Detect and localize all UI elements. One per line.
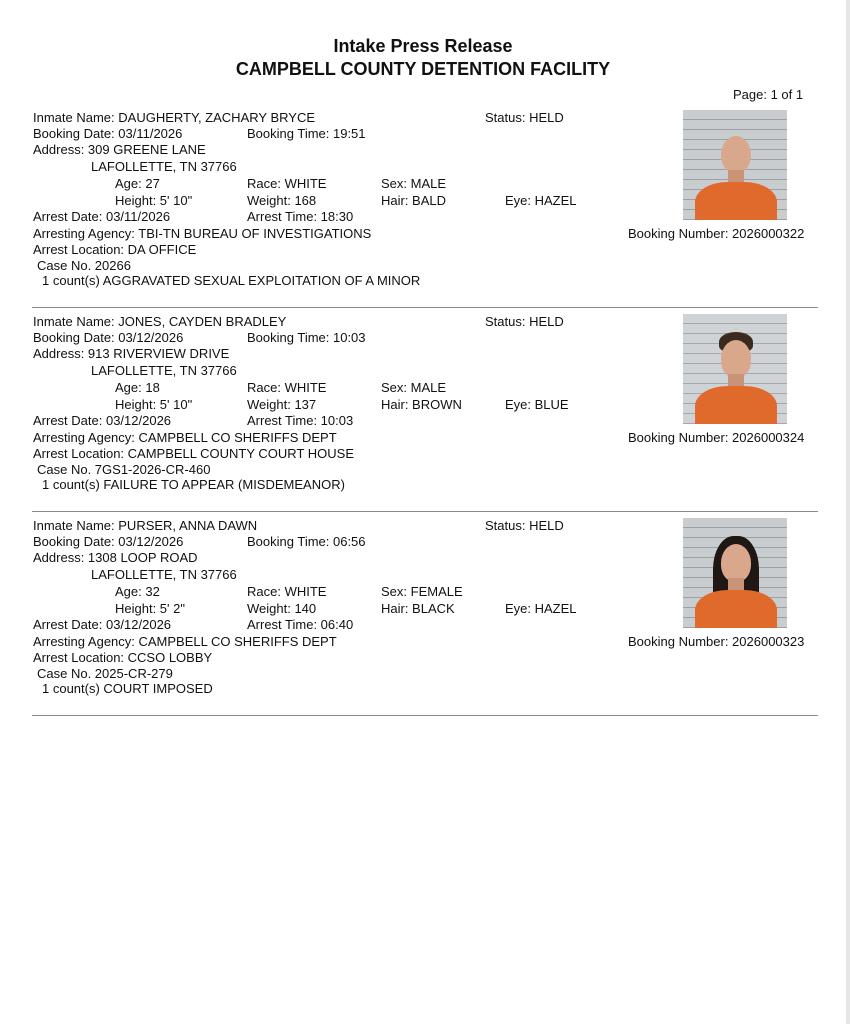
inmate-name: Inmate Name: PURSER, ANNA DAWN xyxy=(33,518,258,533)
head-icon xyxy=(721,340,751,378)
eye: Eye: HAZEL xyxy=(505,601,577,616)
race: Race: WHITE xyxy=(247,584,327,599)
arrest-location: Arrest Location: DA OFFICE xyxy=(33,242,197,257)
race: Race: WHITE xyxy=(247,176,327,191)
arrest-location: Arrest Location: CAMPBELL COUNTY COURT HOUSE xyxy=(33,446,355,461)
address: Address: 913 RIVERVIEW DRIVE xyxy=(33,346,230,361)
mugshot-photo xyxy=(683,518,787,628)
arrest-time: Arrest Time: 10:03 xyxy=(247,413,354,428)
city-state-zip: LAFOLLETTE, TN 37766 xyxy=(91,159,237,174)
orange-jumpsuit-icon xyxy=(695,590,777,628)
sex: Sex: MALE xyxy=(381,380,447,395)
booking-time: Booking Time: 06:56 xyxy=(247,534,366,549)
charge: 1 count(s) COURT IMPOSED xyxy=(42,681,213,696)
hair: Hair: BALD xyxy=(381,193,447,208)
document-title: Intake Press Release xyxy=(333,36,513,56)
inmate-name: Inmate Name: JONES, CAYDEN BRADLEY xyxy=(33,314,287,329)
head-icon xyxy=(721,544,751,582)
page-number: Page: 1 of 1 xyxy=(733,87,804,102)
booking-date: Booking Date: 03/12/2026 xyxy=(33,534,184,549)
case-number: Case No. 20266 xyxy=(37,258,131,273)
weight: Weight: 140 xyxy=(247,601,317,616)
charge: 1 count(s) AGGRAVATED SEXUAL EXPLOITATION OF A MINOR xyxy=(42,273,421,288)
weight: Weight: 168 xyxy=(247,193,317,208)
booking-number: Booking Number: 2026000322 xyxy=(628,226,805,241)
facility-title: CAMPBELL COUNTY DETENTION FACILITY xyxy=(235,59,611,79)
arresting-agency: Arresting Agency: CAMPBELL CO SHERIFFS DEPT xyxy=(33,634,337,649)
head-icon xyxy=(721,136,751,174)
arrest-date: Arrest Date: 03/12/2026 xyxy=(33,617,172,632)
case-number: Case No. 7GS1-2026-CR-460 xyxy=(37,462,211,477)
status: Status: HELD xyxy=(485,314,564,329)
arresting-agency: Arresting Agency: TBI-TN BUREAU OF INVESTIGATIONS xyxy=(33,226,372,241)
race: Race: WHITE xyxy=(247,380,327,395)
age: Age: 18 xyxy=(115,380,160,395)
inmate-name: Inmate Name: DAUGHERTY, ZACHARY BRYCE xyxy=(33,110,316,125)
arresting-agency: Arresting Agency: CAMPBELL CO SHERIFFS DEPT xyxy=(33,430,337,445)
booking-number: Booking Number: 2026000323 xyxy=(628,634,805,649)
booking-time: Booking Time: 19:51 xyxy=(247,126,366,141)
arrest-date: Arrest Date: 03/12/2026 xyxy=(33,413,172,428)
inmate-record xyxy=(0,307,846,507)
arrest-date: Arrest Date: 03/11/2026 xyxy=(33,209,171,224)
booking-number: Booking Number: 2026000324 xyxy=(628,430,805,445)
hair: Hair: BROWN xyxy=(381,397,462,412)
height: Height: 5' 10" xyxy=(115,397,193,412)
eye: Eye: BLUE xyxy=(505,397,569,412)
city-state-zip: LAFOLLETTE, TN 37766 xyxy=(91,567,237,582)
age: Age: 32 xyxy=(115,584,160,599)
booking-date: Booking Date: 03/11/2026 xyxy=(33,126,183,141)
mugshot-photo xyxy=(683,314,787,424)
inmate-record xyxy=(0,511,846,711)
sex: Sex: FEMALE xyxy=(381,584,463,599)
charge: 1 count(s) FAILURE TO APPEAR (MISDEMEANOR) xyxy=(42,477,345,492)
arrest-time: Arrest Time: 06:40 xyxy=(247,617,354,632)
status: Status: HELD xyxy=(485,518,564,533)
orange-jumpsuit-icon xyxy=(695,182,777,220)
weight: Weight: 137 xyxy=(247,397,317,412)
city-state-zip: LAFOLLETTE, TN 37766 xyxy=(91,363,237,378)
record-divider xyxy=(32,715,818,716)
case-number: Case No. 2025-CR-279 xyxy=(37,666,173,681)
arrest-time: Arrest Time: 18:30 xyxy=(247,209,354,224)
mugshot-photo xyxy=(683,110,787,220)
eye: Eye: HAZEL xyxy=(505,193,577,208)
height: Height: 5' 10" xyxy=(115,193,193,208)
hair: Hair: BLACK xyxy=(381,601,455,616)
age: Age: 27 xyxy=(115,176,160,191)
address: Address: 309 GREENE LANE xyxy=(33,142,206,157)
sex: Sex: MALE xyxy=(381,176,447,191)
address: Address: 1308 LOOP ROAD xyxy=(33,550,198,565)
height: Height: 5' 2" xyxy=(115,601,185,616)
height-ruler-icon xyxy=(685,114,695,214)
orange-jumpsuit-icon xyxy=(695,386,777,424)
status: Status: HELD xyxy=(485,110,564,125)
arrest-location: Arrest Location: CCSO LOBBY xyxy=(33,650,213,665)
booking-date: Booking Date: 03/12/2026 xyxy=(33,330,184,345)
booking-time: Booking Time: 10:03 xyxy=(247,330,366,345)
inmate-record xyxy=(0,103,846,303)
